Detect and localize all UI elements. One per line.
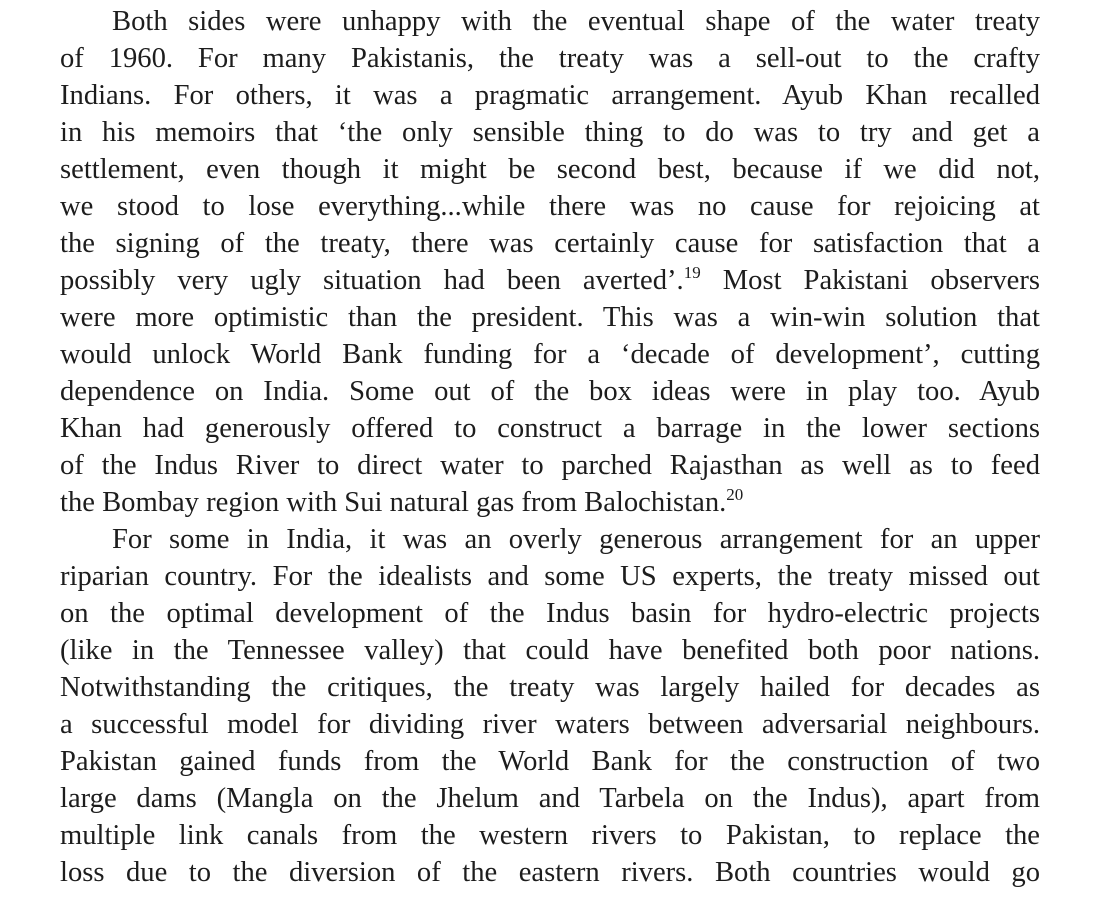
text-line: Notwithstanding the critiques, the treaty was largely hailed for decades as — [60, 672, 1040, 703]
text-line: (like in the Tennessee valley) that could have benefited both poor nations. — [60, 635, 1040, 666]
footnote-marker-20: 20 — [726, 485, 744, 504]
text-line: of the Indus River to direct water to parched Rajasthan as well as to feed — [60, 450, 1040, 481]
text-line-with-footnote — [60, 262, 1040, 299]
paragraph-2 — [60, 521, 1040, 891]
text-line: in his memoirs that ‘the only sensible thing to do was to try and get a — [60, 117, 1040, 148]
text-line: on the optimal development of the Indus basin for hydro-electric projects — [60, 598, 1040, 629]
text-line: a successful model for dividing river waters between adversarial neighbours. — [60, 709, 1040, 740]
text-line: we stood to lose everything...while there was no cause for rejoicing at — [60, 191, 1040, 222]
footnote-marker-19: 19 — [683, 263, 701, 282]
book-page-text — [60, 3, 1040, 891]
text-line: the signing of the treaty, there was certainly cause for satisfaction that a — [60, 228, 1040, 259]
text-line: loss due to the diversion of the eastern rivers. Both countries would go — [60, 857, 1040, 888]
text-line: Both sides were unhappy with the eventual shape of the water treaty — [112, 6, 1040, 37]
text-line-with-footnote — [60, 484, 1040, 521]
paragraph-1 — [60, 3, 1040, 521]
text-line: Indians. For others, it was a pragmatic arrangement. Ayub Khan recalled — [60, 80, 1040, 111]
text-line: Khan had generously offered to construct a barrage in the lower sections — [60, 413, 1040, 444]
text-line: For some in India, it was an overly generous arrangement for an upper — [112, 524, 1040, 555]
text-line: dependence on India. Some out of the box ideas were in play too. Ayub — [60, 376, 1040, 407]
text-line: were more optimistic than the president. This was a win-win solution that — [60, 302, 1040, 333]
text-line: riparian country. For the idealists and some US experts, the treaty missed out — [60, 561, 1040, 592]
text-line: would unlock World Bank funding for a ‘decade of development’, cutting — [60, 339, 1040, 370]
text-line: multiple link canals from the western rivers to Pakistan, to replace the — [60, 820, 1040, 851]
text-line: of 1960. For many Pakistanis, the treaty was a sell-out to the crafty — [60, 43, 1040, 74]
text-segment: the Bombay region with Sui natural gas from Balochistan. — [60, 487, 727, 518]
text-line: Pakistan gained funds from the World Bank for the construction of two — [60, 746, 1040, 777]
text-line: large dams (Mangla on the Jhelum and Tarbela on the Indus), apart from — [60, 783, 1040, 814]
text-segment: Most Pakistani observers — [700, 265, 1040, 296]
text-line: settlement, even though it might be second best, because if we did not, — [60, 154, 1040, 185]
text-segment: possibly very ugly situation had been averted’. — [60, 265, 684, 296]
